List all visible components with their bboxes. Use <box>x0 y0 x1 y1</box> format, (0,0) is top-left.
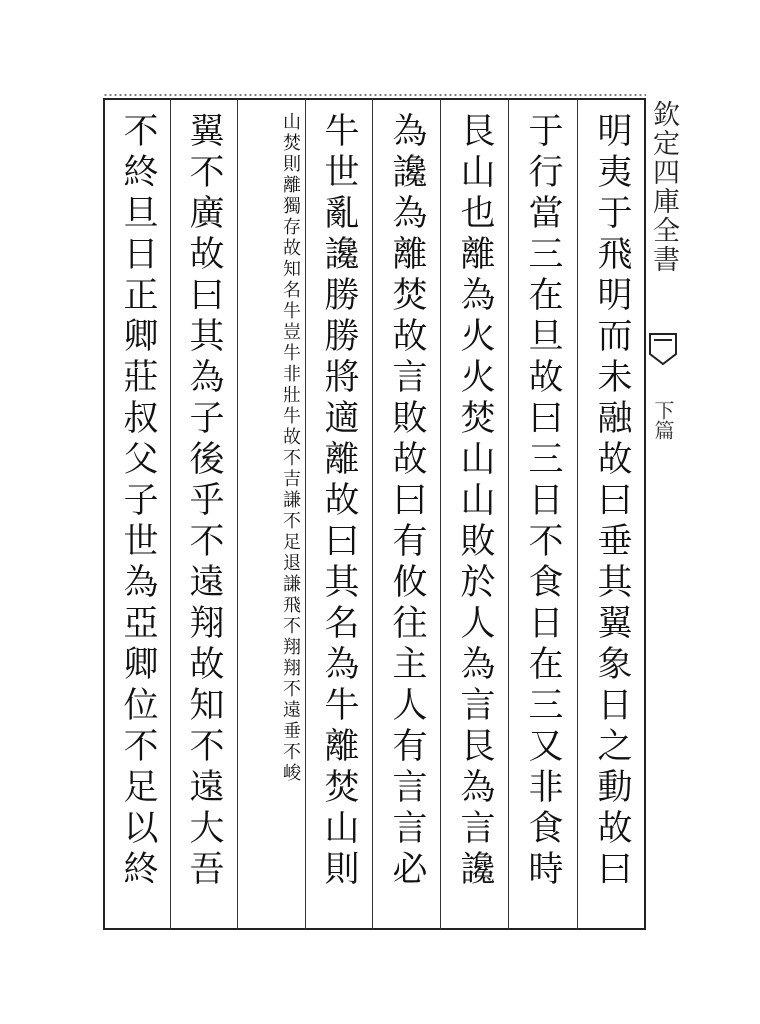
column-rule <box>440 98 441 930</box>
text-column-6: 山焚則離獨存故知名牛豈牛非壯牛故不吉謙不足退謙飛不翔翔不遠垂不峻 <box>280 112 301 784</box>
text-column-8: 不終旦日正卿莊叔父子世為亞卿位不足以終 <box>118 112 158 891</box>
text-column-1: 明夷于飛明而未融故曰垂其翼象日之動故曰 <box>592 112 632 891</box>
column-rule <box>508 98 509 930</box>
text-column-4: 為讒為離焚故言敗故曰有攸往主人有言言必 <box>387 112 427 891</box>
fish-tail-mark-icon <box>648 330 678 370</box>
collection-title: 欽定四庫全書 <box>648 100 679 274</box>
text-column-3: 艮山也離為火火焚山山敗於人為言艮為言讒 <box>455 112 495 891</box>
text-column-7: 翼不廣故曰其為子後乎不遠翔故知不遠大吾 <box>184 112 224 891</box>
column-rule <box>170 98 171 930</box>
column-rule <box>305 98 306 930</box>
column-rule <box>577 98 578 930</box>
text-column-2: 于行當三在旦故曰三日不食日在三又非食時 <box>523 112 563 891</box>
column-rule <box>372 98 373 930</box>
chapter-label: 下篇 <box>651 400 675 440</box>
text-column-5: 牛世亂讒勝勝將適離故曰其名為牛離焚山則 <box>319 112 359 891</box>
column-rule <box>237 98 238 930</box>
